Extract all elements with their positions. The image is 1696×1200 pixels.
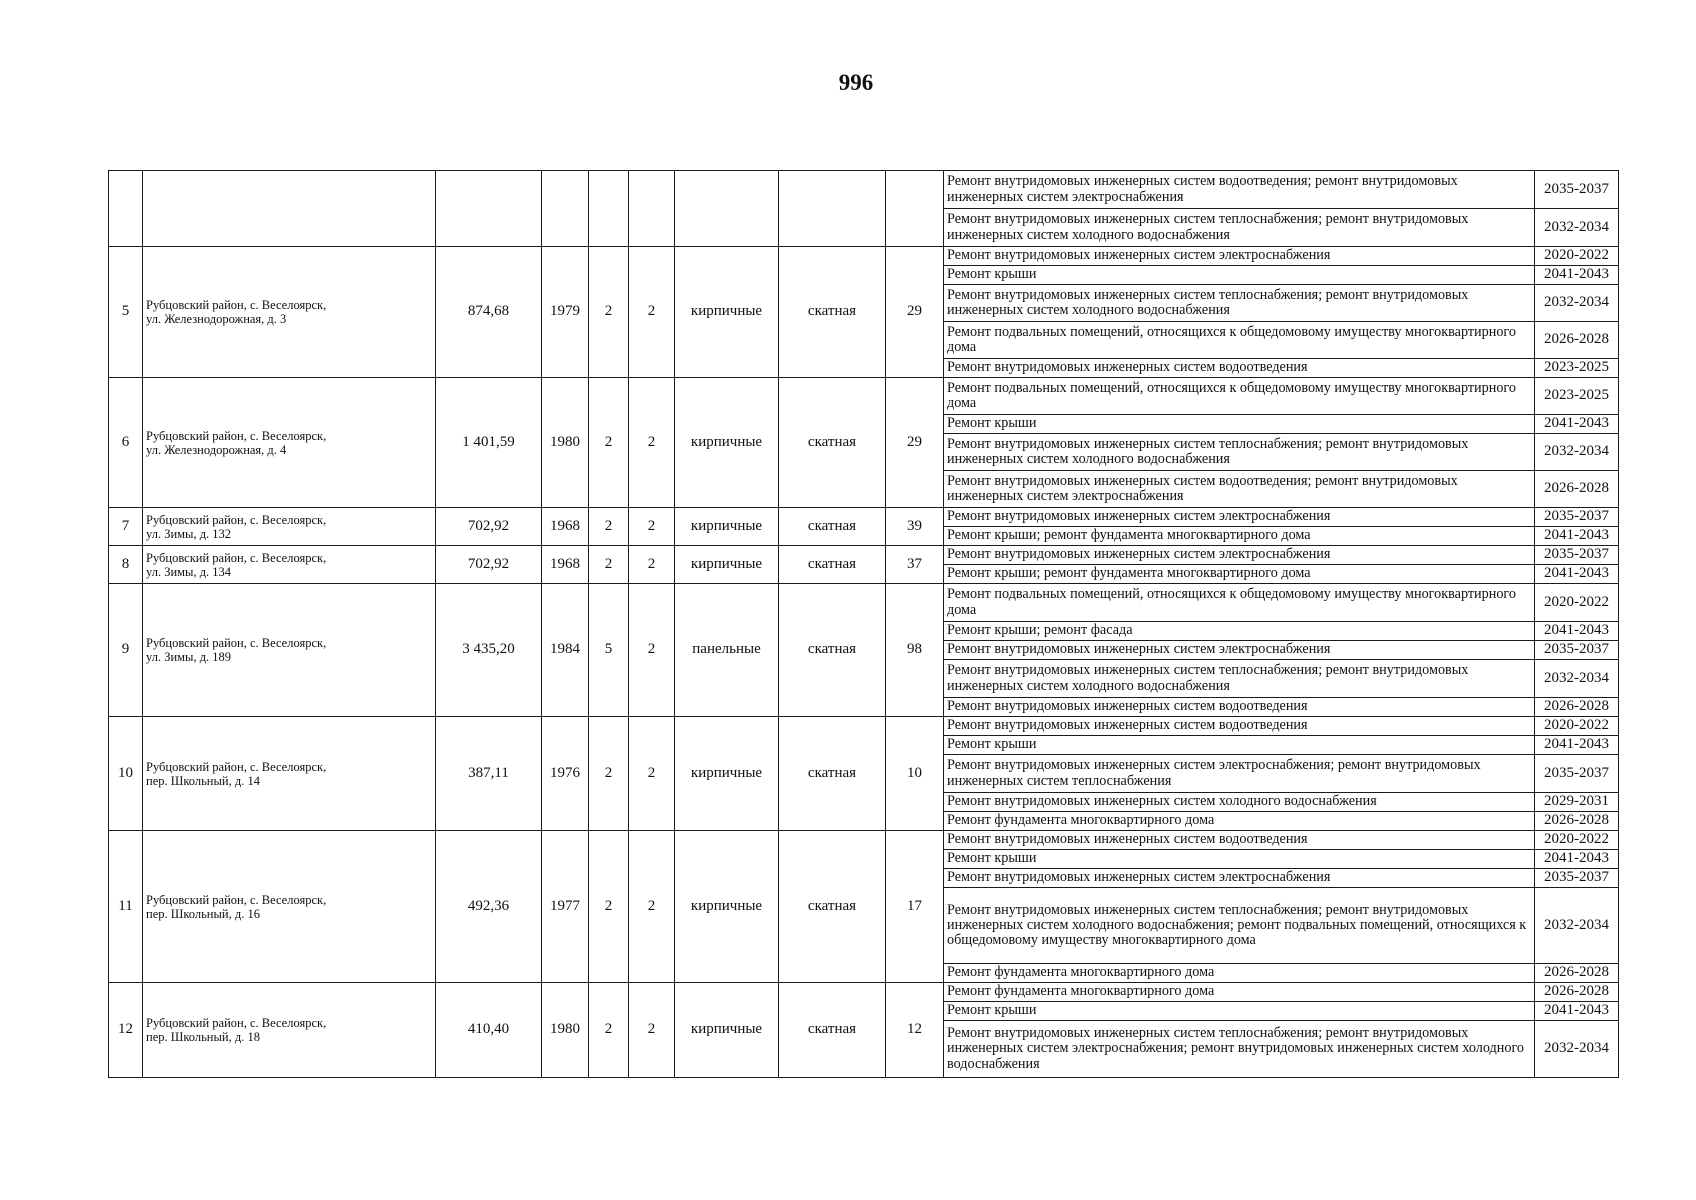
work-period-cell: 2032-2034: [1535, 209, 1619, 247]
work-type-cell: Ремонт фундамента многоквартирного дома: [944, 812, 1535, 831]
year-cell: 1976: [542, 717, 589, 831]
residents-cell: 10: [886, 717, 944, 831]
work-period-cell: 2032-2034: [1535, 888, 1619, 964]
address-line: пер. Школьный, д. 16: [146, 906, 260, 921]
address-cell: [143, 378, 436, 508]
work-type-cell: Ремонт внутридомовых инженерных систем водоотведения; ремонт внутридомовых инженерных систем электроснабжения: [944, 471, 1535, 508]
work-type-cell: Ремонт внутридомовых инженерных систем теплоснабжения; ремонт внутридомовых инженерных систем холодного водоснабжения: [944, 434, 1535, 471]
floors-cell: 2: [589, 247, 629, 378]
work-period-cell: 2035-2037: [1535, 869, 1619, 888]
address-line: Рубцовский район, с. Веселоярск,: [146, 636, 327, 650]
roof-type-cell: скатная: [779, 378, 886, 508]
year-cell: 1984: [542, 584, 589, 717]
work-type-cell: Ремонт фундамента многоквартирного дома: [944, 983, 1535, 1002]
residents-cell: [886, 171, 944, 247]
year-cell: 1979: [542, 247, 589, 378]
area-cell: 702,92: [436, 546, 542, 584]
wall-material-cell: кирпичные: [675, 378, 779, 508]
entrances-cell: 2: [629, 983, 675, 1078]
work-period-cell: 2026-2028: [1535, 812, 1619, 831]
work-period-cell: 2032-2034: [1535, 285, 1619, 322]
address-cell: [143, 171, 436, 247]
address-line: Рубцовский район, с. Веселоярск,: [146, 759, 327, 774]
work-type-cell: Ремонт внутридомовых инженерных систем водоотведения: [944, 831, 1535, 850]
roof-type-cell: [779, 171, 886, 247]
work-type-cell: Ремонт крыши: [944, 415, 1535, 434]
roof-type-cell: скатная: [779, 546, 886, 584]
table-row: [109, 983, 1619, 1002]
floors-cell: 2: [589, 831, 629, 983]
work-period-cell: 2041-2043: [1535, 736, 1619, 755]
work-period-cell: 2035-2037: [1535, 755, 1619, 793]
address-line: ул. Железнодорожная, д. 3: [146, 312, 287, 326]
address-cell: [143, 831, 436, 983]
address-line: Рубцовский район, с. Веселоярск,: [146, 512, 327, 527]
row-number-cell: 9: [109, 584, 143, 717]
work-period-cell: 2020-2022: [1535, 831, 1619, 850]
roof-type-cell: скатная: [779, 247, 886, 378]
entrances-cell: 2: [629, 247, 675, 378]
residents-cell: 29: [886, 247, 944, 378]
work-type-cell: Ремонт внутридомовых инженерных систем водоотведения: [944, 717, 1535, 736]
table-body: [109, 171, 1619, 1078]
roof-type-cell: скатная: [779, 831, 886, 983]
work-type-cell: Ремонт внутридомовых инженерных систем водоотведения; ремонт внутридомовых инженерных систем электроснабжения: [944, 171, 1535, 209]
address-line: Рубцовский район, с. Веселоярск,: [146, 892, 327, 907]
work-period-cell: 2023-2025: [1535, 359, 1619, 378]
work-type-cell: Ремонт внутридомовых инженерных систем теплоснабжения; ремонт внутридомовых инженерных систем холодного водоснабжения: [944, 285, 1535, 322]
area-cell: 702,92: [436, 508, 542, 546]
year-cell: 1980: [542, 378, 589, 508]
work-period-cell: 2041-2043: [1535, 622, 1619, 641]
residents-cell: 12: [886, 983, 944, 1078]
wall-material-cell: кирпичные: [675, 247, 779, 378]
work-type-cell: Ремонт внутридомовых инженерных систем теплоснабжения; ремонт внутридомовых инженерных систем холодного водоснабжения: [944, 209, 1535, 247]
address-cell: [143, 717, 436, 831]
work-type-cell: Ремонт подвальных помещений, относящихся к общедомовому имуществу многоквартирного дома: [944, 378, 1535, 415]
table-row: [109, 546, 1619, 565]
work-type-cell: Ремонт внутридомовых инженерных систем электроснабжения; ремонт внутридомовых инженерных систем теплоснабжения: [944, 755, 1535, 793]
year-cell: [542, 171, 589, 247]
roof-type-cell: скатная: [779, 584, 886, 717]
work-type-cell: Ремонт внутридомовых инженерных систем теплоснабжения; ремонт внутридомовых инженерных систем холодного водоснабжения: [944, 660, 1535, 698]
entrances-cell: 2: [629, 831, 675, 983]
row-number-cell: 8: [109, 546, 143, 584]
address-line: ул. Зимы, д. 134: [146, 564, 232, 579]
work-type-cell: Ремонт фундамента многоквартирного дома: [944, 964, 1535, 983]
wall-material-cell: кирпичные: [675, 717, 779, 831]
floors-cell: 2: [589, 378, 629, 508]
work-type-cell: Ремонт крыши: [944, 1002, 1535, 1021]
capital-repair-table: [108, 170, 1619, 1078]
row-number-cell: 7: [109, 508, 143, 546]
work-period-cell: 2032-2034: [1535, 1021, 1619, 1078]
work-period-cell: 2041-2043: [1535, 415, 1619, 434]
work-period-cell: 2026-2028: [1535, 322, 1619, 359]
work-type-cell: Ремонт крыши; ремонт фасада: [944, 622, 1535, 641]
address-cell: [143, 983, 436, 1078]
work-type-cell: Ремонт подвальных помещений, относящихся к общедомовому имуществу многоквартирного дома: [944, 322, 1535, 359]
work-type-cell: Ремонт внутридомовых инженерных систем теплоснабжения; ремонт внутридомовых инженерных систем электроснабжения; ремонт внутридомовых инженерных систем холодного водоснабжения: [944, 1021, 1535, 1078]
work-type-cell: Ремонт крыши; ремонт фундамента многоквартирного дома: [944, 527, 1535, 546]
row-number-cell: 6: [109, 378, 143, 508]
work-period-cell: 2026-2028: [1535, 964, 1619, 983]
work-type-cell: Ремонт крыши: [944, 736, 1535, 755]
work-type-cell: Ремонт крыши: [944, 266, 1535, 285]
address-cell: [143, 508, 436, 546]
address-line: Рубцовский район, с. Веселоярск,: [146, 298, 327, 312]
residents-cell: 98: [886, 584, 944, 717]
floors-cell: 2: [589, 546, 629, 584]
wall-material-cell: кирпичные: [675, 831, 779, 983]
roof-type-cell: скатная: [779, 717, 886, 831]
roof-type-cell: скатная: [779, 983, 886, 1078]
work-period-cell: 2041-2043: [1535, 565, 1619, 584]
work-type-cell: Ремонт внутридомовых инженерных систем электроснабжения: [944, 546, 1535, 565]
entrances-cell: [629, 171, 675, 247]
wall-material-cell: [675, 171, 779, 247]
page-number: 996: [838, 70, 874, 95]
work-period-cell: 2041-2043: [1535, 527, 1619, 546]
table-row: [109, 717, 1619, 736]
table-row: [109, 831, 1619, 850]
wall-material-cell: панельные: [675, 584, 779, 717]
work-period-cell: 2032-2034: [1535, 434, 1619, 471]
work-period-cell: 2041-2043: [1535, 1002, 1619, 1021]
wall-material-cell: кирпичные: [675, 546, 779, 584]
work-type-cell: Ремонт внутридомовых инженерных систем электроснабжения: [944, 641, 1535, 660]
table-row: [109, 584, 1619, 622]
floors-cell: 2: [589, 508, 629, 546]
residents-cell: 37: [886, 546, 944, 584]
address-line: Рубцовский район, с. Веселоярск,: [146, 428, 327, 443]
row-number-cell: 12: [109, 983, 143, 1078]
address-line: Рубцовский район, с. Веселоярск,: [146, 550, 327, 565]
year-cell: 1968: [542, 508, 589, 546]
table-row: [109, 508, 1619, 527]
table-row: [109, 171, 1619, 209]
work-period-cell: 2020-2022: [1535, 247, 1619, 266]
work-type-cell: Ремонт внутридомовых инженерных систем электроснабжения: [944, 247, 1535, 266]
work-period-cell: 2035-2037: [1535, 508, 1619, 527]
area-cell: 387,11: [436, 717, 542, 831]
work-type-cell: Ремонт подвальных помещений, относящихся к общедомовому имуществу многоквартирного дома: [944, 584, 1535, 622]
row-number-cell: 5: [109, 247, 143, 378]
work-type-cell: Ремонт внутридомовых инженерных систем электроснабжения: [944, 508, 1535, 527]
residents-cell: 17: [886, 831, 944, 983]
area-cell: 1 401,59: [436, 378, 542, 508]
address-line: ул. Зимы, д. 189: [146, 650, 232, 664]
area-cell: 3 435,20: [436, 584, 542, 717]
work-period-cell: 2035-2037: [1535, 641, 1619, 660]
entrances-cell: 2: [629, 717, 675, 831]
work-type-cell: Ремонт внутридомовых инженерных систем водоотведения: [944, 698, 1535, 717]
address-cell: [143, 247, 436, 378]
work-type-cell: Ремонт внутридомовых инженерных систем водоотведения: [944, 359, 1535, 378]
row-number-cell: [109, 171, 143, 247]
address-line: ул. Зимы, д. 132: [146, 526, 232, 541]
row-number-cell: 10: [109, 717, 143, 831]
floors-cell: 5: [589, 584, 629, 717]
wall-material-cell: кирпичные: [675, 508, 779, 546]
area-cell: 492,36: [436, 831, 542, 983]
entrances-cell: 2: [629, 378, 675, 508]
entrances-cell: 2: [629, 546, 675, 584]
table-row: [109, 378, 1619, 415]
area-cell: [436, 171, 542, 247]
work-period-cell: 2023-2025: [1535, 378, 1619, 415]
work-period-cell: 2032-2034: [1535, 660, 1619, 698]
work-type-cell: Ремонт внутридомовых инженерных систем холодного водоснабжения: [944, 793, 1535, 812]
year-cell: 1968: [542, 546, 589, 584]
residents-cell: 39: [886, 508, 944, 546]
work-period-cell: 2026-2028: [1535, 983, 1619, 1002]
area-cell: 874,68: [436, 247, 542, 378]
year-cell: 1977: [542, 831, 589, 983]
work-period-cell: 2020-2022: [1535, 717, 1619, 736]
roof-type-cell: скатная: [779, 508, 886, 546]
table-row: [109, 247, 1619, 266]
work-period-cell: 2041-2043: [1535, 850, 1619, 869]
address-line: ул. Железнодорожная, д. 4: [146, 442, 287, 457]
address-cell: [143, 584, 436, 717]
address-line: пер. Школьный, д. 18: [146, 1030, 260, 1044]
work-type-cell: Ремонт крыши; ремонт фундамента многоквартирного дома: [944, 565, 1535, 584]
floors-cell: [589, 171, 629, 247]
work-type-cell: Ремонт внутридомовых инженерных систем электроснабжения: [944, 869, 1535, 888]
work-period-cell: 2035-2037: [1535, 171, 1619, 209]
floors-cell: 2: [589, 983, 629, 1078]
entrances-cell: 2: [629, 508, 675, 546]
address-cell: [143, 546, 436, 584]
row-number-cell: 11: [109, 831, 143, 983]
entrances-cell: 2: [629, 584, 675, 717]
residents-cell: 29: [886, 378, 944, 508]
work-type-cell: Ремонт крыши: [944, 850, 1535, 869]
address-line: пер. Школьный, д. 14: [146, 773, 260, 788]
year-cell: 1980: [542, 983, 589, 1078]
work-period-cell: 2026-2028: [1535, 698, 1619, 717]
area-cell: 410,40: [436, 983, 542, 1078]
work-period-cell: 2029-2031: [1535, 793, 1619, 812]
work-period-cell: 2041-2043: [1535, 266, 1619, 285]
work-period-cell: 2035-2037: [1535, 546, 1619, 565]
work-period-cell: 2026-2028: [1535, 471, 1619, 508]
work-period-cell: 2020-2022: [1535, 584, 1619, 622]
floors-cell: 2: [589, 717, 629, 831]
address-line: Рубцовский район, с. Веселоярск,: [146, 1016, 327, 1030]
wall-material-cell: кирпичные: [675, 983, 779, 1078]
work-type-cell: Ремонт внутридомовых инженерных систем теплоснабжения; ремонт внутридомовых инженерных систем холодного водоснабжения; ремонт подвальных помещений, относящихся к общедомовому имуществу многоквартирного дома: [944, 888, 1535, 964]
